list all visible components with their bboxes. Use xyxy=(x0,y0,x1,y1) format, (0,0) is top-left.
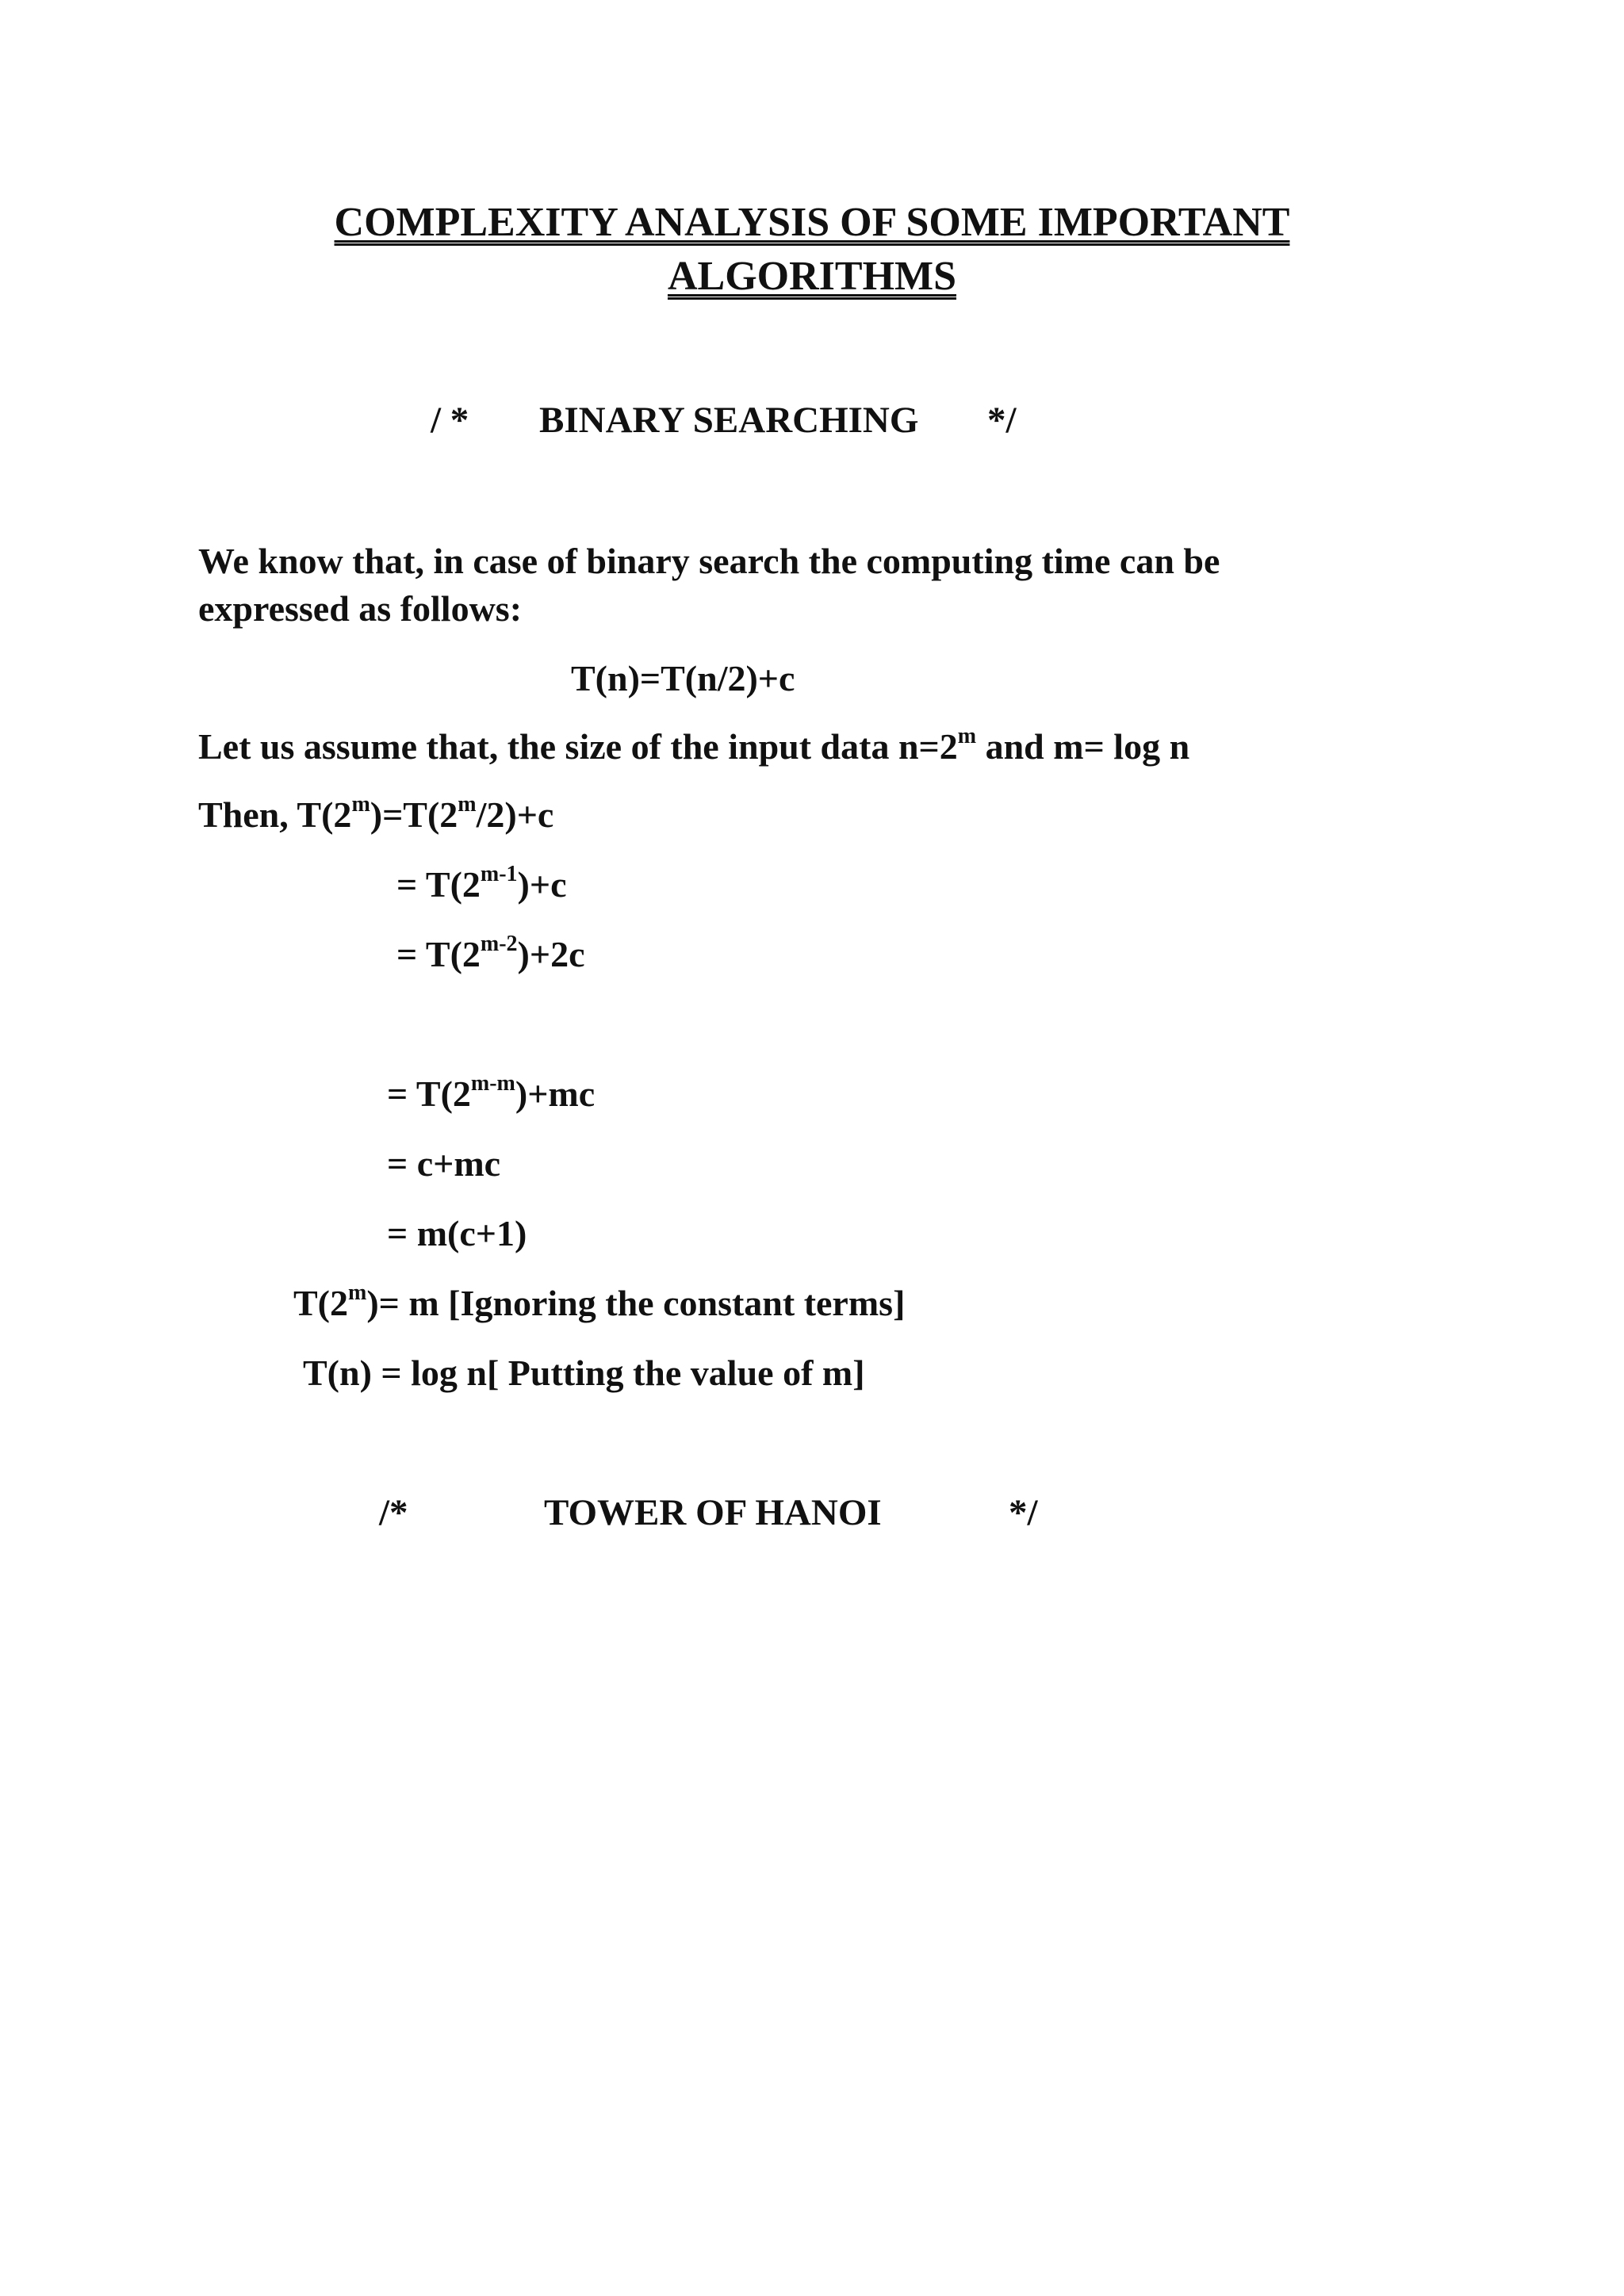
page-title-line-1: COMPLEXITY ANALYSIS OF SOME IMPORTANT xyxy=(334,200,1290,245)
derivation-step-5: = m(c+1) xyxy=(387,1213,527,1253)
intro-line-1: We know that, in case of binary search the computing time can be xyxy=(198,541,1220,581)
derivation-step-7: T(n) = log n[ Putting the value of m] xyxy=(303,1353,865,1393)
intro-line-2: expressed as follows: xyxy=(198,588,523,629)
derivation-step-then: Then, $T(2^m)=T(2^m/2)+c$ xyxy=(198,792,554,835)
hanoi-comment-open: /* xyxy=(379,1492,408,1533)
derivation-step-3: = $T(2^{m-m})+mc$ xyxy=(387,1071,596,1114)
derivation-step-1: = $T(2^{m-1})+c$ xyxy=(396,862,567,905)
binary-comment-close: */ xyxy=(987,400,1017,441)
recurrence-equation: T(n)=T(n/2)+c xyxy=(571,658,795,698)
derivation-step-4: = c+mc xyxy=(387,1143,501,1184)
binary-comment-open: / * xyxy=(431,400,469,441)
derivation-step-2: = $T(2^{m-2})+2c$ xyxy=(396,932,585,974)
assumption-line: Let us assume that, the size of the input data $n=2^m$ and m= log n xyxy=(198,724,1190,767)
binary-section-heading: BINARY SEARCHING xyxy=(539,400,919,441)
page-title-line-2: ALGORITHMS xyxy=(667,254,957,299)
hanoi-section-heading: TOWER OF HANOI xyxy=(544,1492,882,1533)
hanoi-comment-close: */ xyxy=(1009,1492,1038,1533)
derivation-step-6: $T(2^m)= m$ [Ignoring the constant terms] xyxy=(293,1280,906,1323)
